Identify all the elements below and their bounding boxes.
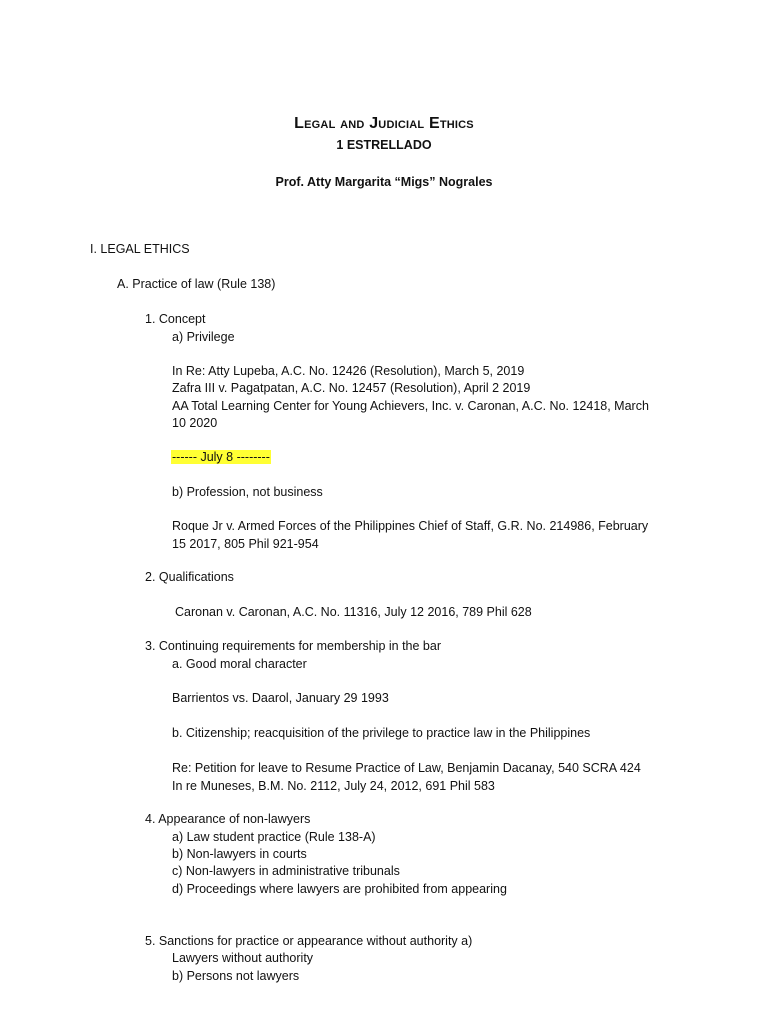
- item-sanctions: 5. Sanctions for practice or appearance without authority a): [145, 934, 473, 948]
- case-citation: In re Muneses, B.M. No. 2112, July 24, 2012, 691 Phil 583: [172, 779, 495, 793]
- case-citation: Zafra III v. Pagatpatan, A.C. No. 12457 (Resolution), April 2 2019: [172, 381, 531, 395]
- item-profession: b) Profession, not business: [172, 485, 323, 499]
- item-concept: 1. Concept: [145, 312, 206, 326]
- item-continuing-requirements: 3. Continuing requirements for membership in the bar: [145, 639, 441, 653]
- list-item: a) Law student practice (Rule 138-A): [172, 830, 376, 844]
- case-citation: Barrientos vs. Daarol, January 29 1993: [172, 691, 389, 705]
- highlighted-date-marker: ------ July 8 --------: [172, 450, 270, 464]
- case-citation-continued: 15 2017, 805 Phil 921-954: [172, 537, 319, 551]
- item-qualifications: 2. Qualifications: [145, 570, 234, 584]
- case-citation: Roque Jr v. Armed Forces of the Philippines Chief of Staff, G.R. No. 214986, February: [172, 519, 649, 533]
- document-title: Legal and Judicial Ethics: [294, 115, 474, 132]
- item-privilege: a) Privilege: [172, 330, 235, 344]
- section-heading: I. LEGAL ETHICS: [90, 242, 190, 256]
- item-good-moral-character: a. Good moral character: [172, 657, 307, 671]
- list-item: c) Non-lawyers in administrative tribunals: [172, 864, 400, 878]
- document-subtitle: 1 ESTRELLADO: [336, 138, 432, 152]
- case-citation: Caronan v. Caronan, A.C. No. 11316, July 12 2016, 789 Phil 628: [175, 605, 532, 619]
- case-citation: Re: Petition for leave to Resume Practice of Law, Benjamin Dacanay, 540 SCRA 424: [172, 761, 641, 775]
- case-citation-continued: 10 2020: [172, 416, 218, 430]
- list-item: b) Non-lawyers in courts: [172, 847, 307, 861]
- professor-line: Prof. Atty Margarita “Migs” Nograles: [275, 175, 493, 189]
- case-citation: AA Total Learning Center for Young Achievers, Inc. v. Caronan, A.C. No. 12418, March: [172, 399, 649, 413]
- list-item: d) Proceedings where lawyers are prohibited from appearing: [172, 882, 507, 896]
- subsection-a-heading: A. Practice of law (Rule 138): [117, 277, 276, 291]
- list-item: b) Persons not lawyers: [172, 969, 300, 983]
- list-item: Lawyers without authority: [172, 951, 314, 965]
- item-citizenship: b. Citizenship; reacquisition of the privilege to practice law in the Philippines: [172, 726, 591, 740]
- case-citation: In Re: Atty Lupeba, A.C. No. 12426 (Resolution), March 5, 2019: [172, 364, 525, 378]
- item-non-lawyers: 4. Appearance of non-lawyers: [145, 812, 311, 826]
- date-marker: [171, 449, 271, 466]
